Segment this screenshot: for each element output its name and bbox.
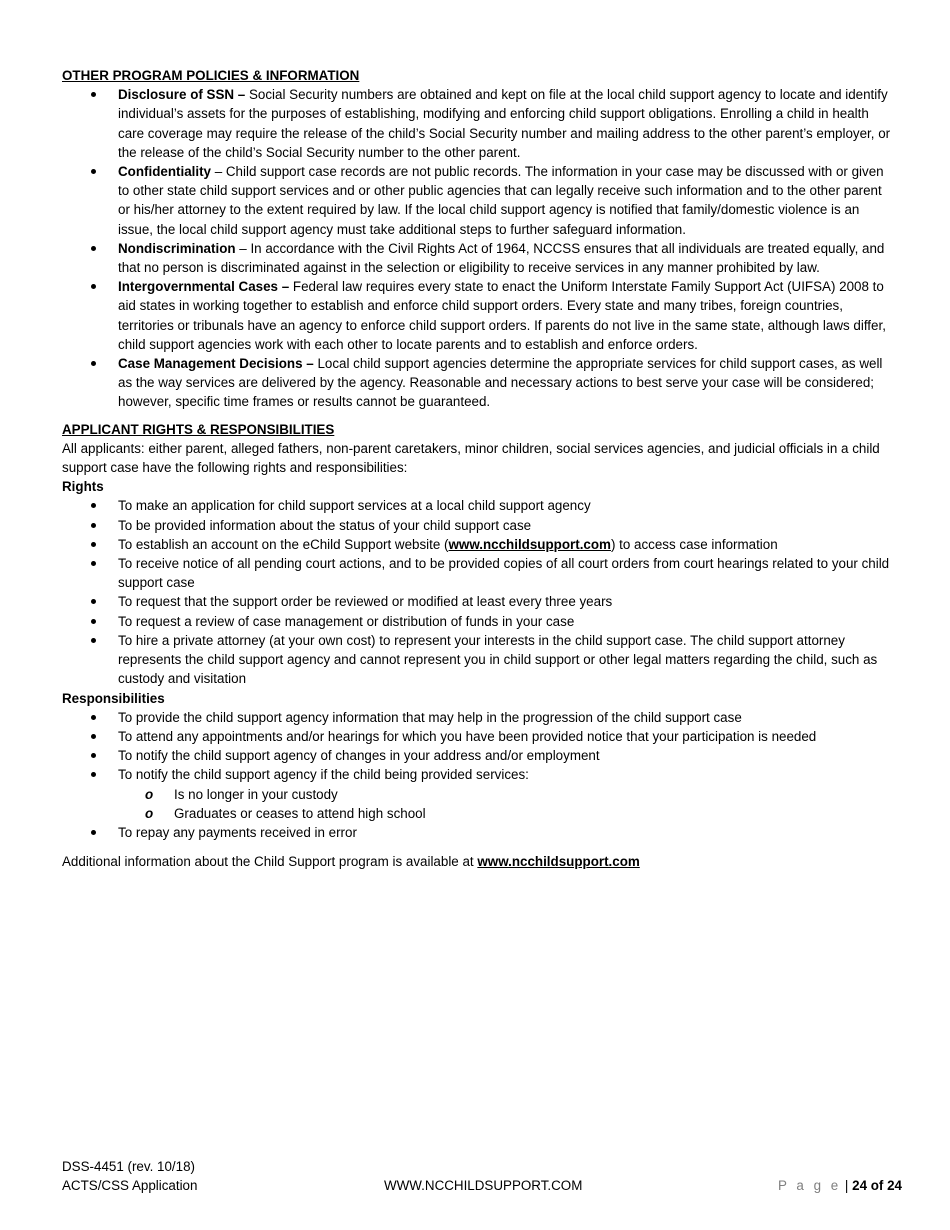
form-id: DSS-4451 (rev. 10/18) (62, 1159, 195, 1174)
policies-list (62, 85, 896, 411)
page-separator: | (841, 1178, 853, 1193)
additional-info (62, 852, 896, 871)
list-item (62, 85, 896, 162)
list-item: To repay any payments received in error (62, 823, 896, 842)
page-word: P a g e (778, 1178, 842, 1193)
footer-website: WWW.NCCHILDSUPPORT.COM (384, 1178, 583, 1193)
applicant-intro: All applicants: either parent, alleged fathers, non-parent caretakers, minor children, social services agencies, and judicial officials in a child support case have the following rights and responsibilities: (62, 440, 880, 476)
policy-text-case-management: Local child support agencies determine the appropriate services for child support cases, as well as the way services are delivered by the agency. Reasonable and necessary actions to best serve your case will be considered; however, specific time frames or results cannot be guaranteed. (118, 356, 883, 410)
list-item: To receive notice of all pending court actions, and to be provided copies of all court orders from court hearings related to your child support case (62, 554, 896, 592)
list-item (62, 162, 896, 239)
list-item (62, 535, 896, 554)
list-item: To be provided information about the status of your child support case (62, 516, 896, 535)
policy-label-case-management: Case Management Decisions – (118, 356, 314, 372)
additional-info-text: Additional information about the Child Support program is available at (62, 854, 478, 870)
policy-label-confidentiality: Confidentiality (118, 164, 211, 180)
policy-text-intergovernmental: Federal law requires every state to enact the Uniform Interstate Family Support Act (UIFSA) 2008 to aid states in working together to establish and enforce child support orders. Every state and many tribes, foreign countries, territories or tribunals have an agency to enforce child support orders. If parents do not live in the same state, although laws differ, child support agencies work with each other to locate parents and to establish and enforce orders. (118, 279, 886, 352)
list-item (62, 354, 896, 412)
rights-text: ) to access case information (610, 536, 778, 552)
policy-label-intergovernmental: Intergovernmental Cases – (118, 279, 290, 295)
policy-label-nondiscrimination: Nondiscrimination (118, 240, 236, 256)
policy-text-ssn: Social Security numbers are obtained and kept on file at the local child support agency to locate and identify individual’s assets for the purposes of establishing, modifying and enforcing child support obligations. Enrolling a child in health care coverage may require the release of the child’s Social Security number and mailing address to the other parent’s employer, or the release of the child’s Social Security number to the other parent. (118, 87, 891, 160)
policy-text-nondiscrimination: – In accordance with the Civil Rights Act of 1964, NCCSS ensures that all individuals are treated equally, and that no person is discriminated against in the selection or eligibility to receive services in any manner prohibited by law. (118, 240, 885, 276)
list-item: To provide the child support agency information that may help in the progression of the child support case (62, 708, 896, 727)
responsibilities-heading: Responsibilities (62, 690, 165, 706)
policies-heading: OTHER PROGRAM POLICIES & INFORMATION (62, 68, 360, 83)
list-item (62, 277, 896, 354)
page-indicator (778, 1176, 902, 1195)
policy-text-confidentiality: – Child support case records are not public records. The information in your case may be discussed with or given to other state child support services and or other public agencies that can legally receive such information and to the other parent or his/her attorney to the extent required by law. If the local child support agency is notified that family/domestic violence is an issue, the local child support agency must take additional steps to further safeguard information. (118, 164, 884, 237)
list-item: To request a review of case management or distribution of funds in your case (62, 612, 896, 631)
rights-text: To establish an account on the eChild Support website ( (118, 536, 449, 552)
sub-list-item: o Is no longer in your custody (118, 785, 896, 804)
echild-support-link[interactable]: www.ncchildsupport.com (448, 536, 611, 552)
list-item: To request that the support order be reviewed or modified at least every three years (62, 592, 896, 611)
list-item (62, 239, 896, 277)
responsibility-text: To notify the child support agency if the child being provided services: (118, 767, 529, 783)
footer-form-info (62, 1157, 197, 1195)
application-name: ACTS/CSS Application (62, 1178, 198, 1194)
applicant-heading: APPLICANT RIGHTS & RESPONSIBILITIES (62, 421, 335, 437)
ncchildsupport-link[interactable]: www.ncchildsupport.com (477, 854, 640, 870)
list-item: To attend any appointments and/or hearings for which you have been provided notice that your participation is needed (62, 727, 896, 746)
rights-heading: Rights (62, 479, 104, 495)
sub-list-item: o Graduates or ceases to attend high school (118, 804, 896, 823)
sub-list (118, 785, 896, 823)
policy-label-ssn: Disclosure of SSN – (118, 87, 246, 103)
list-item: To notify the child support agency of changes in your address and/or employment (62, 746, 896, 765)
document-page (62, 66, 896, 871)
list-item (62, 765, 896, 823)
rights-list (62, 496, 896, 688)
list-item: To make an application for child support services at a local child support agency (62, 496, 896, 515)
page-number: 24 of 24 (852, 1178, 902, 1193)
list-item: To hire a private attorney (at your own cost) to represent your interests in the child support case. The child support attorney represents the child support agency and cannot represent you in child support or other legal matters regarding the child, such as custody and visitation (62, 631, 896, 689)
responsibilities-list (62, 708, 896, 842)
